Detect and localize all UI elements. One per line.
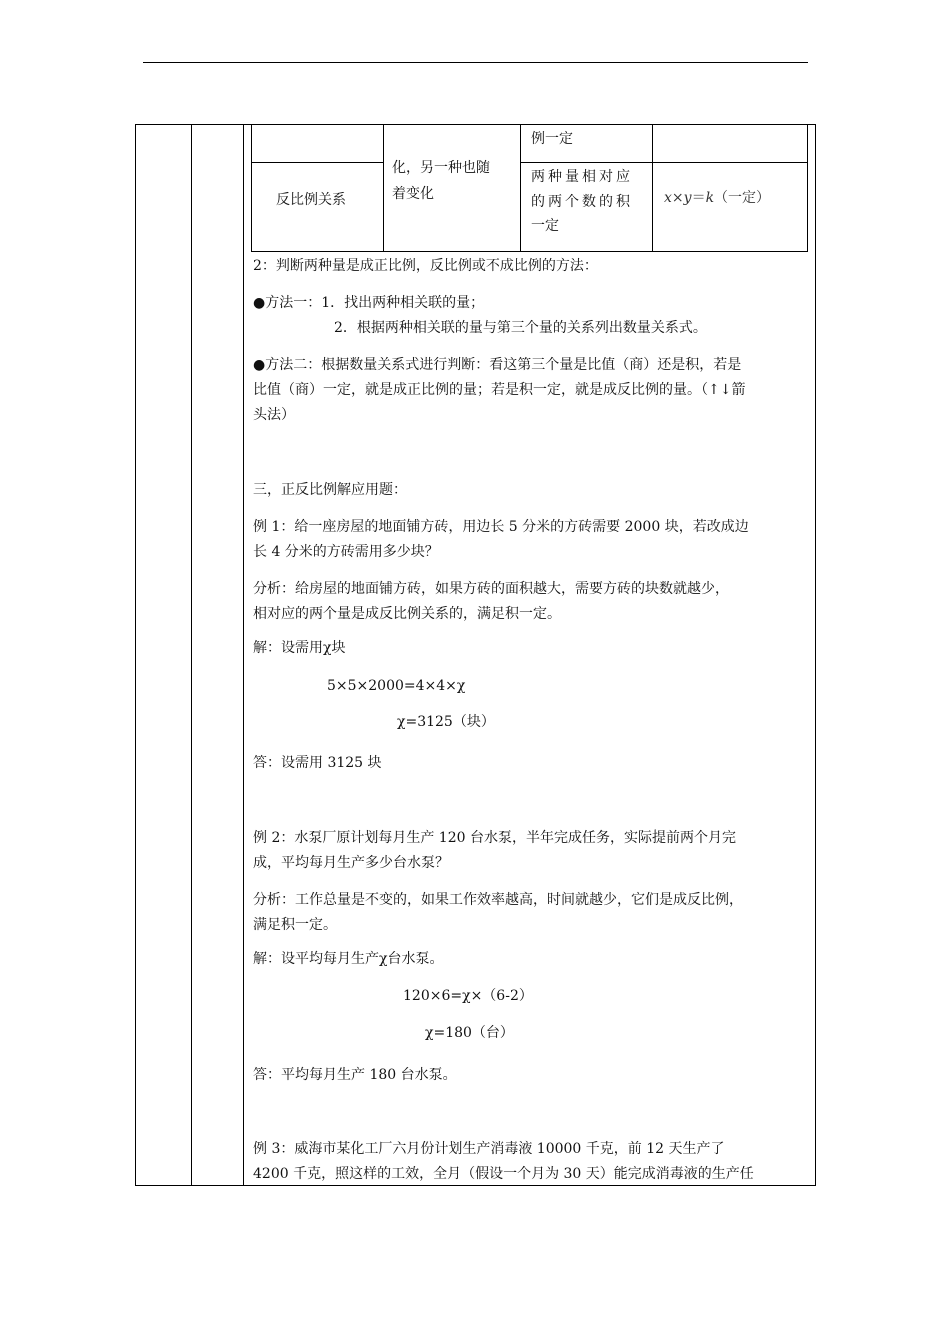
example-analysis: 满足积一定。 <box>253 917 337 933</box>
example-equation: 5×5×2000=4×4×χ <box>327 678 466 694</box>
formula-text <box>664 191 770 205</box>
table-cell-text: 反比例关系 <box>276 192 346 208</box>
formula-tail: （一定） <box>714 190 771 206</box>
formula-y: y <box>683 190 692 206</box>
example-solution: 解：设平均每月生产χ台水泵。 <box>253 951 444 967</box>
example-equation: χ=3125（块） <box>397 714 495 730</box>
example-analysis: 分析：工作总量是不变的，如果工作效率越高，时间就越少，它们是成反比例， <box>253 892 743 908</box>
formula-times: × <box>671 190 684 206</box>
example-analysis: 分析：给房屋的地面铺方砖，如果方砖的面积越大，需要方砖的块数就越少， <box>253 581 729 597</box>
example-question: 4200 千克，照这样的工效，全月（假设一个月为 30 天）能完成消毒液的生产任 <box>253 1166 754 1182</box>
inner-col-divider <box>520 124 521 251</box>
inner-row-divider <box>520 162 807 163</box>
formula-x: x <box>664 190 672 206</box>
inner-table <box>251 124 808 252</box>
table-cell-text: 两种量相对应 <box>531 169 633 185</box>
table-cell-text: 化，另一种也随 <box>392 160 490 176</box>
method-two-line: 头法） <box>253 407 295 423</box>
example-equation: χ=180（台） <box>425 1025 514 1041</box>
inner-row-divider <box>251 162 383 163</box>
example-equation: 120×6=χ×（6-2） <box>403 988 533 1004</box>
formula-k: k <box>705 190 715 206</box>
table-cell-text: 着变化 <box>392 186 434 202</box>
outer-table-left <box>135 124 136 1186</box>
table-cell-text: 一定 <box>531 218 559 234</box>
example-analysis: 相对应的两个量是成反比例关系的，满足积一定。 <box>253 606 561 622</box>
formula-equals: ＝ <box>691 190 706 206</box>
section-heading: 2：判断两种量是成正比例，反比例或不成比例的方法： <box>253 258 598 274</box>
method-two-line: ●方法二：根据数量关系式进行判断：看这第三个量是比值（商）还是积，若是 <box>253 357 742 373</box>
inner-col-divider <box>652 124 653 251</box>
example-question: 长 4 分米的方砖需用多少块？ <box>253 544 439 560</box>
example-question: 例 3：威海市某化工厂六月份计划生产消毒液 10000 千克，前 12 天生产了 <box>253 1141 725 1157</box>
table-cell-text: 例一定 <box>531 131 573 147</box>
outer-table-bottom <box>135 1185 816 1186</box>
table-cell-text: 的两个数的积 <box>531 194 633 210</box>
example-answer: 答：设需用 3125 块 <box>253 755 382 771</box>
outer-table-right <box>815 124 816 1186</box>
example-question: 成，平均每月生产多少台水泵？ <box>253 855 449 871</box>
method-one-line: ●方法一：1．找出两种相关联的量； <box>253 295 485 311</box>
inner-col-divider <box>383 124 384 251</box>
example-answer: 答：平均每月生产 180 台水泵。 <box>253 1067 457 1083</box>
outer-col-divider-1 <box>191 124 192 1186</box>
example-solution: 解：设需用χ块 <box>253 640 346 656</box>
example-question: 例 2：水泵厂原计划每月生产 120 台水泵，半年完成任务，实际提前两个月完 <box>253 830 736 846</box>
example-question: 例 1：给一座房屋的地面铺方砖，用边长 5 分米的方砖需要 2000 块，若改成边 <box>253 519 749 535</box>
method-one-line: 2．根据两种相关联的量与第三个量的关系列出数量关系式。 <box>334 320 707 336</box>
header-rule <box>143 62 808 63</box>
section-heading: 三，正反比例解应用题： <box>253 482 407 498</box>
method-two-line: 比值（商）一定，就是成正比例的量；若是积一定，就是成反比例的量。（↑↓箭 <box>253 382 746 398</box>
outer-col-divider-2 <box>243 124 244 1186</box>
